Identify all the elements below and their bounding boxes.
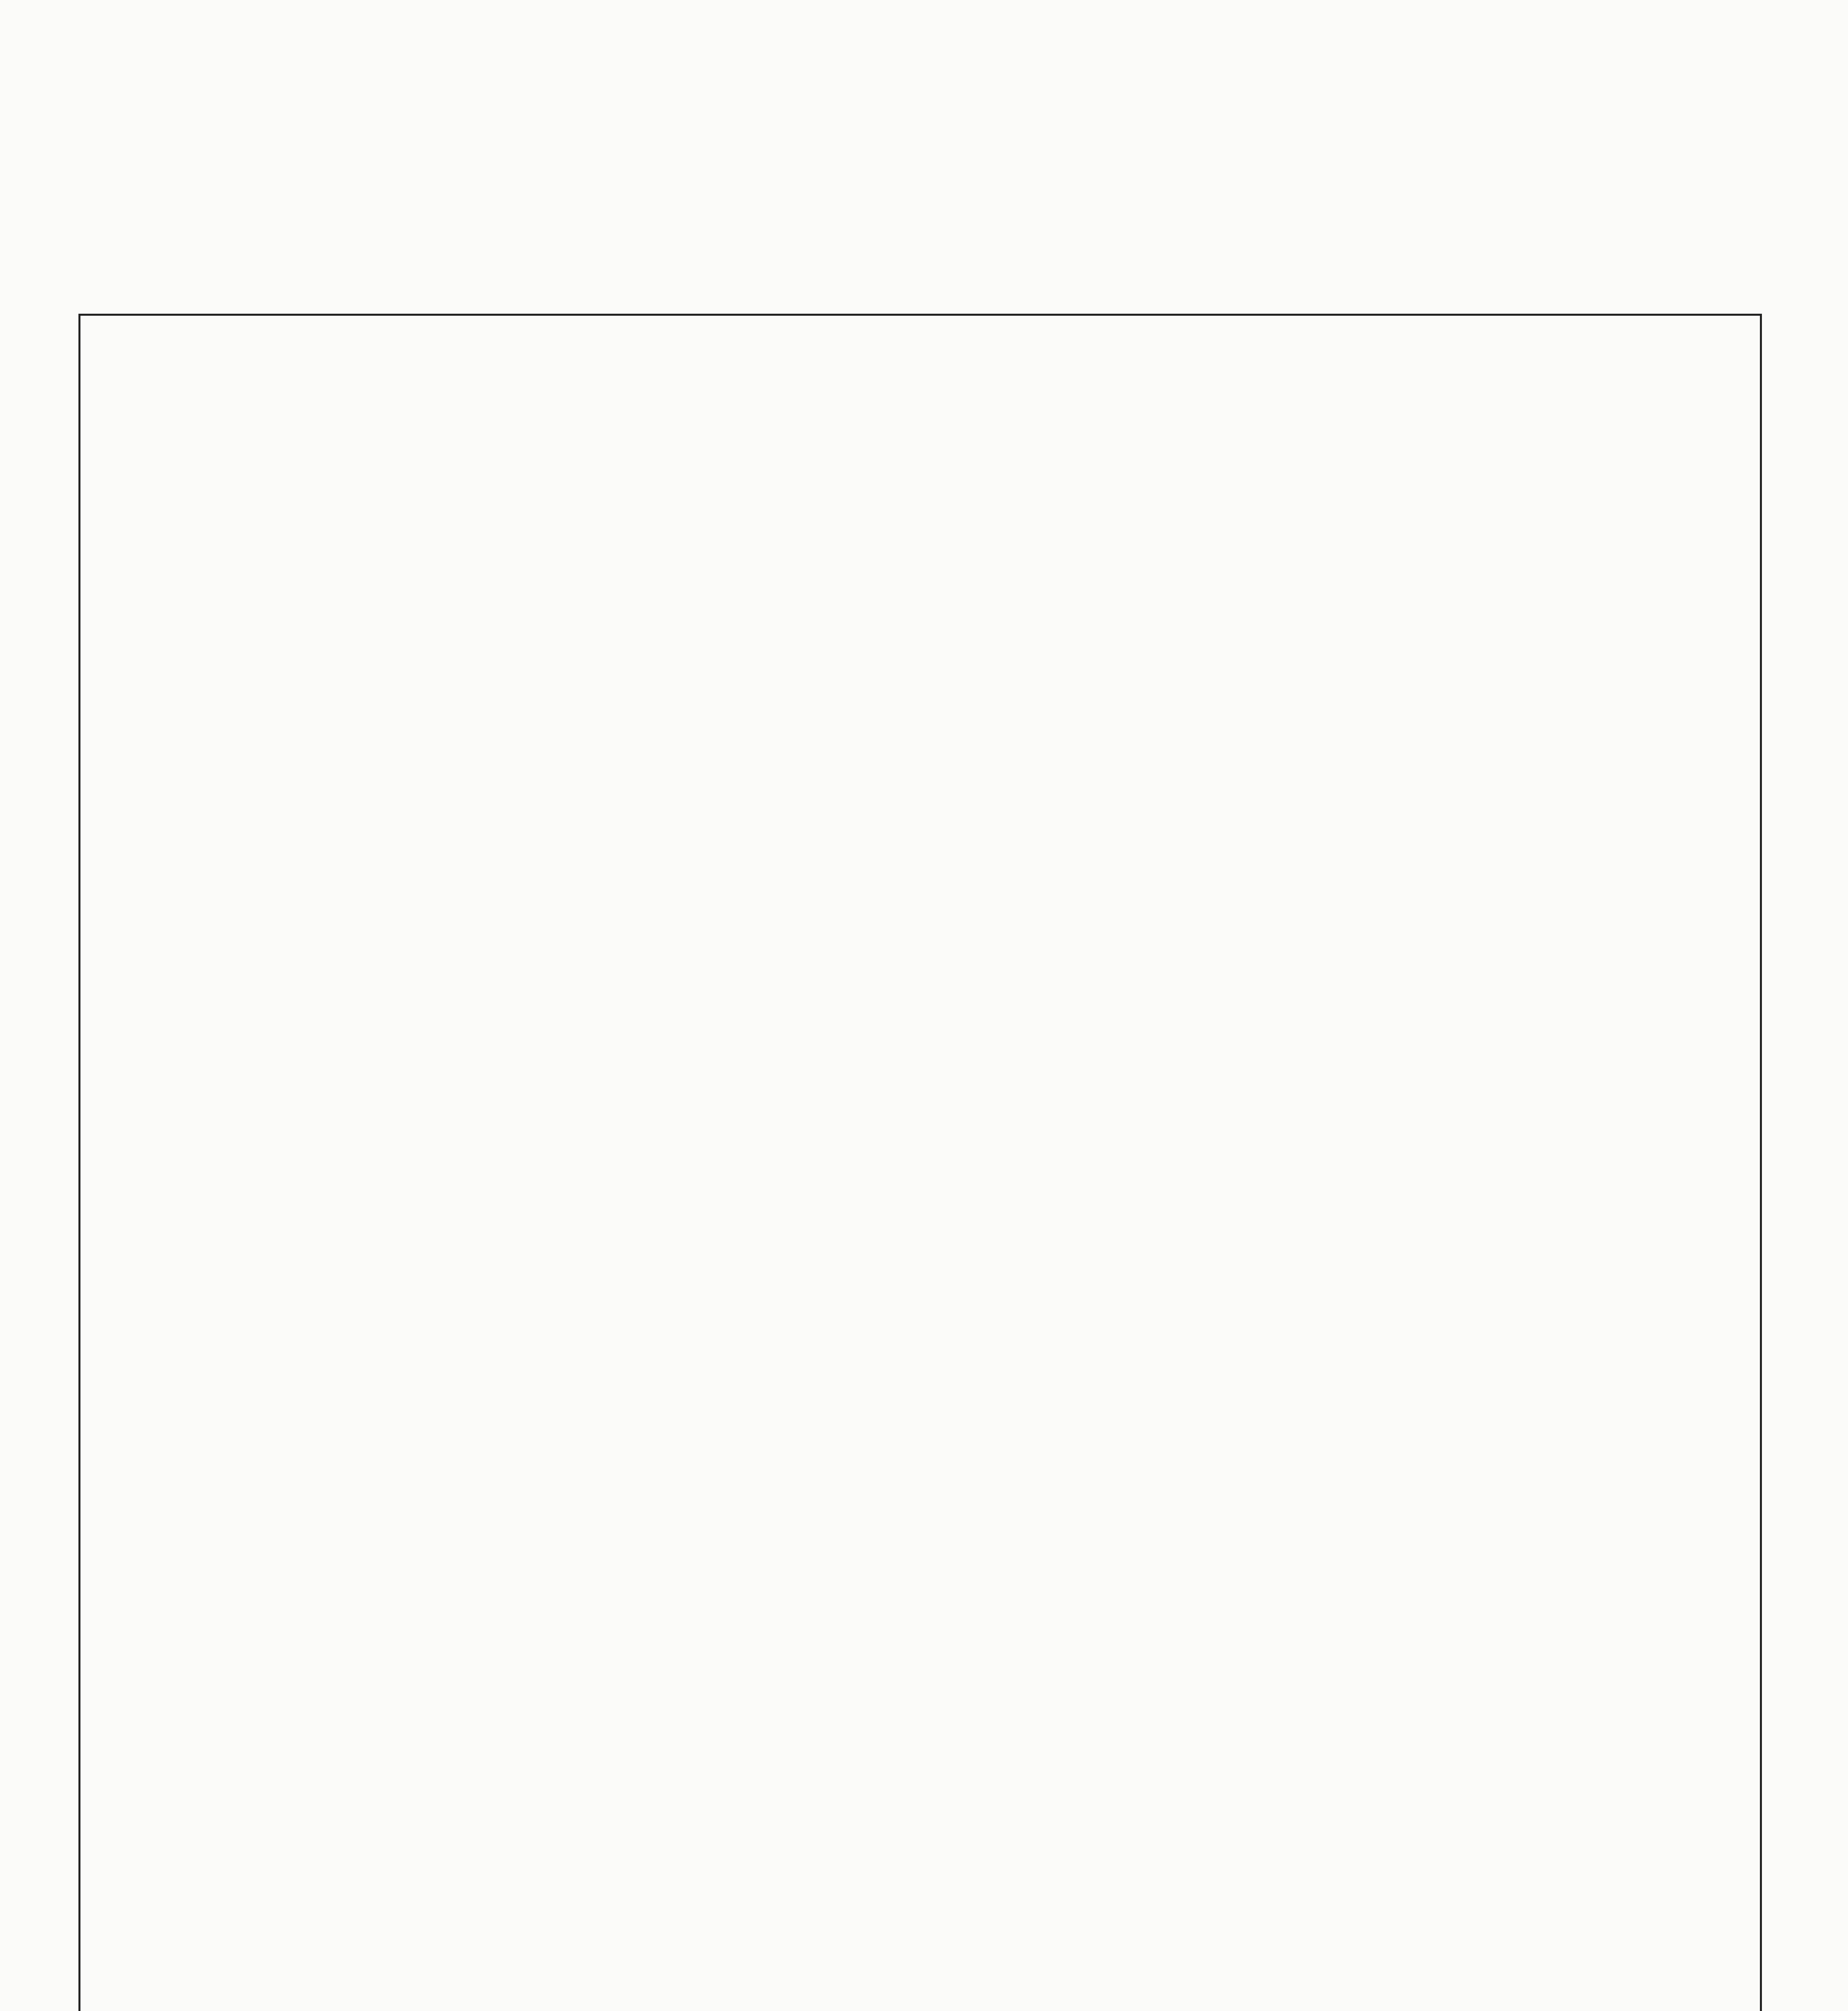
table-row [0,1529,1848,1548]
table-row [0,536,1848,555]
table-row [0,653,1848,672]
table-row [0,1316,1848,1336]
table-row [0,1297,1848,1316]
table-row [0,1740,1848,1759]
table-row [0,614,1848,633]
table-row [0,1414,1848,1433]
table-row [0,1645,1848,1665]
table-row [0,866,1848,885]
table-row [0,633,1848,653]
table-row [0,1974,1848,1993]
table-row [0,1394,1848,1414]
table-row [0,711,1848,730]
table-row [0,1548,1848,1568]
table-row [0,1665,1848,1684]
table-row [0,459,1848,478]
table-row [0,498,1848,517]
table-row [0,692,1848,711]
table-row [0,1235,1848,1254]
table-row [0,1060,1848,1080]
table-row [0,1080,1848,1099]
table-row [0,1779,1848,1798]
table-row [0,1607,1848,1626]
table-row [0,1433,1848,1452]
table-row [0,1176,1848,1196]
table-row [0,807,1848,827]
table-row [0,983,1848,1002]
table-row [0,1568,1848,1587]
table-row [0,1137,1848,1157]
table-row [0,924,1848,944]
table-row [0,1798,1848,1817]
table-row [0,556,1848,575]
table-row [0,1118,1848,1137]
table-row [0,1759,1848,1778]
table-row [0,478,1848,497]
table-row [0,905,1848,924]
table-row [0,1509,1848,1529]
table-row [0,1355,1848,1375]
table-row [0,1856,1848,1875]
table-row [0,1817,1848,1836]
table-row [0,1993,1848,2011]
table-row [0,1375,1848,1394]
table-row [0,517,1848,536]
table-row [0,1196,1848,1215]
table-row [0,672,1848,691]
table-row [0,1041,1848,1060]
table-row [0,1895,1848,1914]
table-row [0,1215,1848,1235]
table-row [0,1935,1848,1954]
table-row [0,768,1848,788]
table-row [0,1875,1848,1895]
table-row [0,1587,1848,1607]
table-row [0,788,1848,807]
table-row [0,730,1848,750]
table-row [0,1452,1848,1472]
table-row [0,1336,1848,1355]
table-row [0,846,1848,865]
table-row [0,827,1848,846]
table-row [0,1684,1848,1704]
table-row [0,1626,1848,1645]
table-row [0,944,1848,963]
table-row [0,1490,1848,1509]
table-row [0,1704,1848,1723]
table-row [0,1837,1848,1856]
table-row [0,963,1848,983]
table-row [0,1002,1848,1022]
table-row [0,594,1848,614]
table-row [0,1022,1848,1041]
table-row [0,1254,1848,1273]
table-row [0,1954,1848,1973]
table-row [0,1157,1848,1176]
table-row [0,575,1848,594]
